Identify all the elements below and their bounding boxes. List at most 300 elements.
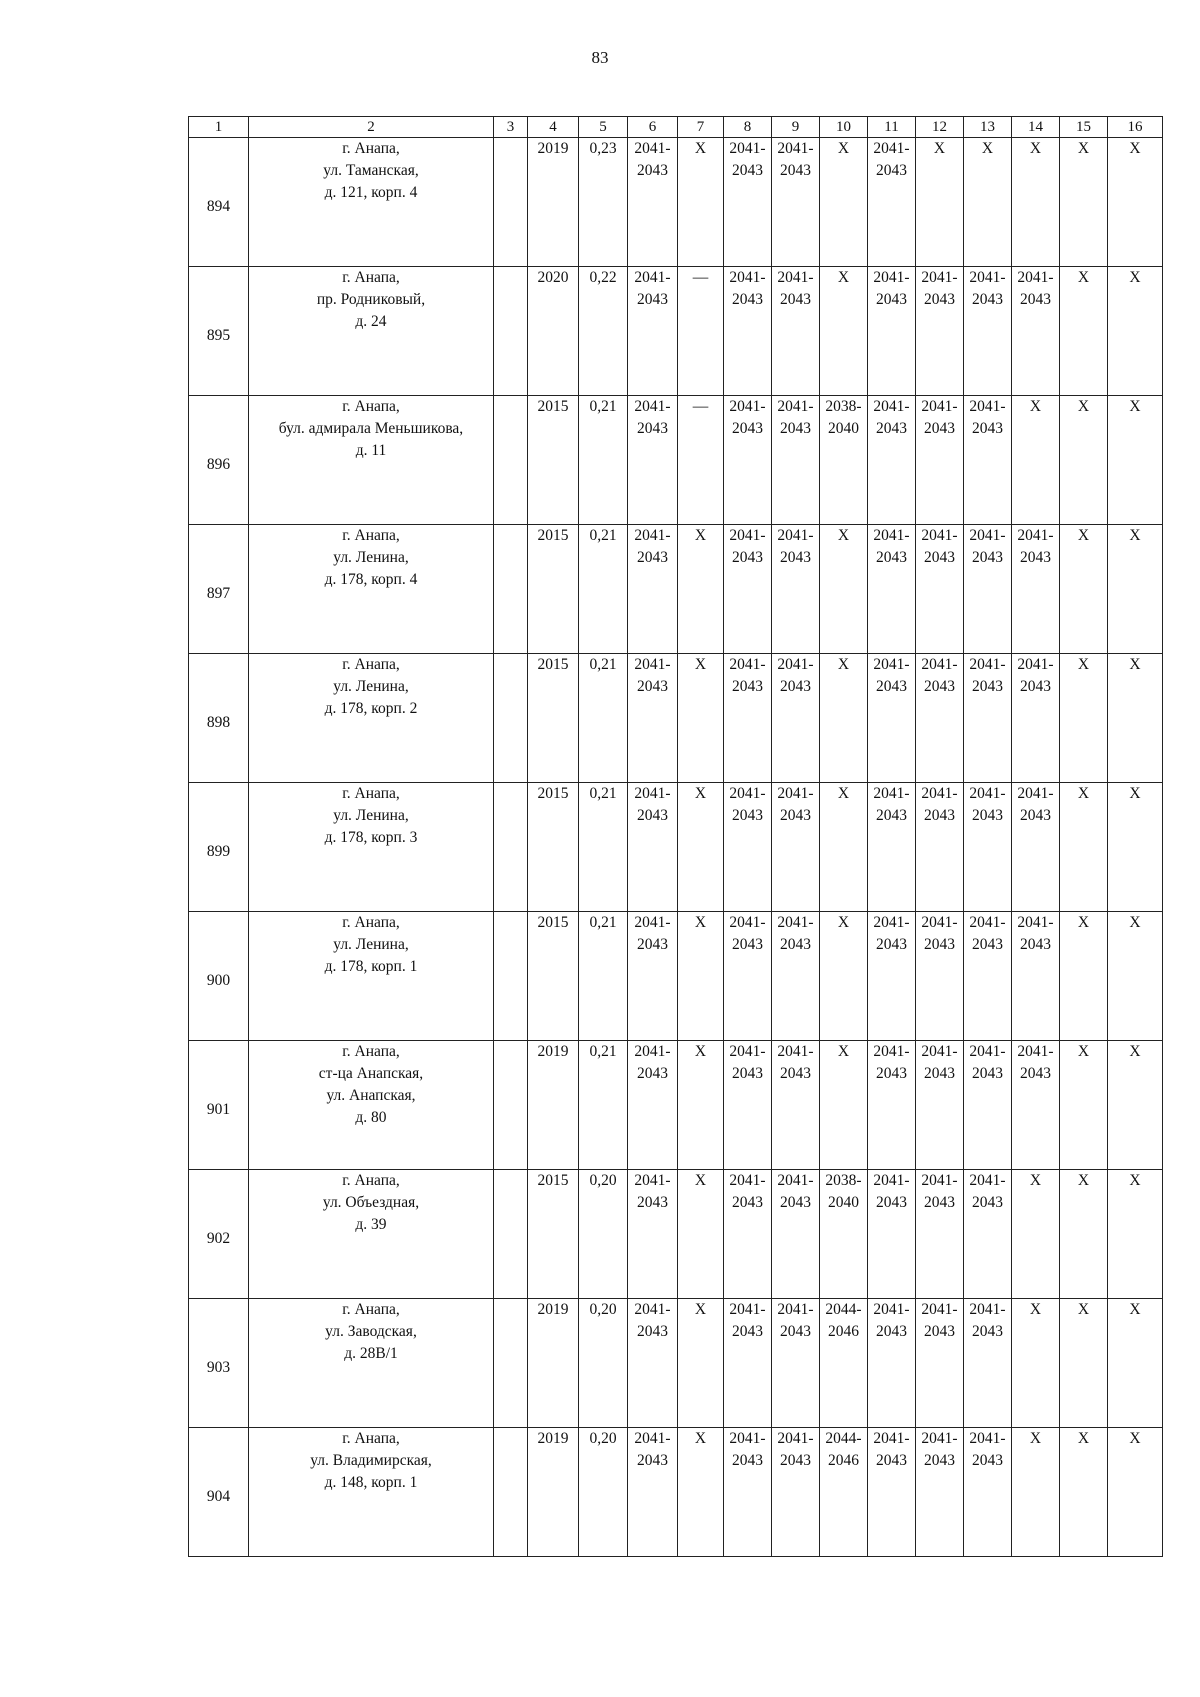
cell-col-14 <box>1012 267 1060 396</box>
cell-value: 0,21 <box>589 785 617 802</box>
cell-value: Х <box>694 1172 707 1189</box>
cell-value: 2019 <box>537 1043 569 1060</box>
cell-col-14 <box>1012 1428 1060 1557</box>
cell-col-13 <box>964 1041 1012 1170</box>
cell-value: Х <box>1029 398 1042 415</box>
address-line: ул. Ленина, <box>333 678 409 695</box>
cell-value: 2015 <box>537 785 569 802</box>
cell-value: Х <box>837 914 850 931</box>
cell-value: 2043 <box>780 1452 811 1469</box>
cell-col-7 <box>678 1170 724 1299</box>
address-cell <box>249 1428 494 1557</box>
table-body <box>189 138 1163 1557</box>
cell-col-16 <box>1108 1170 1163 1299</box>
address-cell <box>249 138 494 267</box>
cell-value: Х <box>1129 1301 1141 1318</box>
cell-value: 2043 <box>924 1323 955 1340</box>
cell-value: 2041- <box>634 398 671 415</box>
cell-col-7 <box>678 1041 724 1170</box>
cell-col-13 <box>964 1170 1012 1299</box>
cell-value: 2041- <box>777 1172 814 1189</box>
cell-col-9 <box>772 138 820 267</box>
cell-col-16 <box>1108 912 1163 1041</box>
cell-col-11 <box>868 1428 916 1557</box>
cell-col-3 <box>494 1428 528 1557</box>
cell-value: 2020 <box>537 269 569 286</box>
address-cell <box>249 912 494 1041</box>
cell-col-15 <box>1060 1299 1108 1428</box>
cell-col-9 <box>772 396 820 525</box>
row-number-value: 894 <box>206 198 231 215</box>
cell-value: 2041- <box>729 1172 766 1189</box>
cell-value: 2041- <box>969 1430 1006 1447</box>
cell-value: — <box>692 269 709 286</box>
cell-value: Х <box>1129 527 1141 544</box>
table-row <box>189 654 1163 783</box>
row-number <box>189 1170 249 1299</box>
cell-value: Х <box>1129 398 1141 415</box>
cell-value: 2043 <box>732 1323 763 1340</box>
cell-col-4 <box>528 783 579 912</box>
address-line: г. Анапа, <box>342 656 400 673</box>
address-line: д. 178, корп. 4 <box>324 571 418 588</box>
cell-value: Х <box>694 140 707 157</box>
cell-value: 2041- <box>634 527 671 544</box>
cell-value: 2043 <box>972 1065 1003 1082</box>
cell-value: 2043 <box>972 1452 1003 1469</box>
cell-col-10 <box>820 138 868 267</box>
cell-value: 2044- <box>825 1301 862 1318</box>
cell-value: 2043 <box>972 678 1003 695</box>
cell-value: 2043 <box>732 162 763 179</box>
cell-value: 2041- <box>729 785 766 802</box>
cell-value: 2015 <box>537 656 569 673</box>
cell-value: 2041- <box>873 1043 910 1060</box>
cell-col-10 <box>820 1299 868 1428</box>
cell-value: 2043 <box>876 678 907 695</box>
cell-value: 2038- <box>825 1172 862 1189</box>
cell-col-13 <box>964 1428 1012 1557</box>
cell-value: 2041- <box>921 269 958 286</box>
cell-col-9 <box>772 1299 820 1428</box>
cell-value: Х <box>694 1301 707 1318</box>
cell-col-6 <box>628 912 678 1041</box>
row-number-value: 899 <box>206 843 231 860</box>
cell-col-5 <box>579 396 628 525</box>
cell-value: 2041- <box>921 1172 958 1189</box>
cell-value: 2041- <box>634 1172 671 1189</box>
row-number <box>189 525 249 654</box>
cell-col-11 <box>868 138 916 267</box>
cell-value: 2043 <box>732 1065 763 1082</box>
row-number <box>189 1428 249 1557</box>
cell-col-14 <box>1012 138 1060 267</box>
cell-col-7 <box>678 654 724 783</box>
cell-value: Х <box>837 269 850 286</box>
cell-value: 2043 <box>972 549 1003 566</box>
cell-value: 2041- <box>634 914 671 931</box>
column-header-2: 2 <box>249 117 494 138</box>
cell-value: 2043 <box>732 807 763 824</box>
cell-col-6 <box>628 654 678 783</box>
cell-value: 2041- <box>969 1043 1006 1060</box>
cell-col-14 <box>1012 396 1060 525</box>
cell-col-6 <box>628 1299 678 1428</box>
cell-value: 2043 <box>637 678 668 695</box>
row-number-value: 900 <box>206 972 231 989</box>
cell-value: 2043 <box>924 807 955 824</box>
address-line: ст-ца Анапская, <box>318 1065 424 1082</box>
cell-value: Х <box>1129 914 1141 931</box>
cell-col-4 <box>528 525 579 654</box>
cell-col-13 <box>964 783 1012 912</box>
cell-col-5 <box>579 654 628 783</box>
address-line: д. 80 <box>355 1109 387 1126</box>
cell-col-10 <box>820 1170 868 1299</box>
table-row <box>189 396 1163 525</box>
cell-value: 2043 <box>637 162 668 179</box>
cell-col-12 <box>916 1299 964 1428</box>
cell-col-8 <box>724 396 772 525</box>
cell-col-5 <box>579 267 628 396</box>
address-line: г. Анапа, <box>342 398 400 415</box>
cell-col-11 <box>868 1041 916 1170</box>
address-line: г. Анапа, <box>342 1430 400 1447</box>
cell-value: 2043 <box>637 1065 668 1082</box>
cell-col-4 <box>528 1299 579 1428</box>
cell-col-9 <box>772 912 820 1041</box>
column-header-10: 10 <box>820 117 868 138</box>
address-line: ул. Ленина, <box>333 936 409 953</box>
cell-col-6 <box>628 525 678 654</box>
cell-value: Х <box>1077 785 1090 802</box>
cell-value: 2043 <box>637 1194 668 1211</box>
cell-col-3 <box>494 396 528 525</box>
cell-value: 2043 <box>780 549 811 566</box>
cell-value: 2041- <box>634 269 671 286</box>
cell-value: 2040 <box>828 420 859 437</box>
cell-col-11 <box>868 267 916 396</box>
cell-value: Х <box>1077 1301 1090 1318</box>
table-row <box>189 525 1163 654</box>
address-line: д. 148, корп. 1 <box>324 1474 418 1491</box>
cell-value: 0,21 <box>589 527 617 544</box>
cell-value: 2043 <box>924 1452 955 1469</box>
cell-value: Х <box>1029 140 1042 157</box>
cell-value: 2041- <box>921 914 958 931</box>
cell-value: Х <box>694 914 707 931</box>
address-cell <box>249 1299 494 1428</box>
cell-col-16 <box>1108 267 1163 396</box>
cell-col-3 <box>494 1299 528 1428</box>
cell-col-9 <box>772 654 820 783</box>
cell-value: 2041- <box>921 785 958 802</box>
cell-value: Х <box>1129 140 1141 157</box>
cell-col-3 <box>494 912 528 1041</box>
cell-value: 2043 <box>637 549 668 566</box>
cell-value: 2041- <box>1017 785 1054 802</box>
cell-value: 2043 <box>1020 291 1051 308</box>
address-line: ул. Таманская, <box>323 162 419 179</box>
cell-col-3 <box>494 525 528 654</box>
table-row <box>189 912 1163 1041</box>
cell-value: 2043 <box>732 291 763 308</box>
cell-col-9 <box>772 783 820 912</box>
cell-col-11 <box>868 783 916 912</box>
address-cell <box>249 1170 494 1299</box>
cell-value: 2041- <box>729 269 766 286</box>
cell-value: 2043 <box>972 291 1003 308</box>
cell-value: 2043 <box>780 1194 811 1211</box>
cell-value: 2041- <box>969 785 1006 802</box>
cell-col-9 <box>772 525 820 654</box>
cell-value: Х <box>1077 269 1090 286</box>
cell-value: Х <box>933 140 946 157</box>
cell-value: 2043 <box>637 291 668 308</box>
address-line: д. 121, корп. 4 <box>324 184 418 201</box>
cell-col-15 <box>1060 267 1108 396</box>
cell-col-10 <box>820 1041 868 1170</box>
cell-value: 2043 <box>924 1194 955 1211</box>
address-line: г. Анапа, <box>342 140 400 157</box>
cell-value: 2040 <box>828 1194 859 1211</box>
row-number <box>189 783 249 912</box>
cell-col-16 <box>1108 783 1163 912</box>
cell-col-9 <box>772 1041 820 1170</box>
row-number-value: 898 <box>206 714 231 731</box>
cell-value: 2041- <box>777 1043 814 1060</box>
cell-col-13 <box>964 1299 1012 1428</box>
column-header-5: 5 <box>579 117 628 138</box>
cell-col-9 <box>772 1170 820 1299</box>
cell-col-4 <box>528 396 579 525</box>
cell-value: 2043 <box>876 1194 907 1211</box>
cell-col-12 <box>916 654 964 783</box>
cell-value: 2043 <box>876 291 907 308</box>
row-number-value: 896 <box>206 456 231 473</box>
cell-value: 2043 <box>924 549 955 566</box>
cell-value: 2043 <box>780 1323 811 1340</box>
cell-value: Х <box>1077 140 1090 157</box>
cell-value: 2041- <box>1017 914 1054 931</box>
cell-col-8 <box>724 1428 772 1557</box>
cell-value: 2043 <box>780 936 811 953</box>
cell-col-15 <box>1060 654 1108 783</box>
cell-col-7 <box>678 1299 724 1428</box>
cell-value: 2043 <box>637 1452 668 1469</box>
cell-value: 2041- <box>969 398 1006 415</box>
cell-value: 2046 <box>828 1323 859 1340</box>
header-row <box>189 117 1163 138</box>
cell-col-12 <box>916 396 964 525</box>
cell-value: 2041- <box>1017 1043 1054 1060</box>
cell-col-5 <box>579 1041 628 1170</box>
cell-value: 2041- <box>634 1043 671 1060</box>
cell-value: 2041- <box>873 140 910 157</box>
cell-value: 2041- <box>777 656 814 673</box>
cell-value: Х <box>1129 1430 1141 1447</box>
cell-col-10 <box>820 396 868 525</box>
cell-value: 2043 <box>924 1065 955 1082</box>
row-number <box>189 267 249 396</box>
cell-value: 2041- <box>729 1301 766 1318</box>
cell-value: 2043 <box>780 291 811 308</box>
cell-col-5 <box>579 1299 628 1428</box>
cell-value: Х <box>694 656 707 673</box>
cell-col-10 <box>820 783 868 912</box>
cell-value: 2041- <box>777 785 814 802</box>
cell-value: 2015 <box>537 398 569 415</box>
cell-value: 2046 <box>828 1452 859 1469</box>
table-row <box>189 1428 1163 1557</box>
row-number <box>189 396 249 525</box>
row-number <box>189 1299 249 1428</box>
cell-value: 2041- <box>634 140 671 157</box>
address-line: г. Анапа, <box>342 527 400 544</box>
cell-col-6 <box>628 1428 678 1557</box>
cell-col-16 <box>1108 138 1163 267</box>
address-line: г. Анапа, <box>342 1043 400 1060</box>
cell-col-14 <box>1012 1299 1060 1428</box>
row-number <box>189 654 249 783</box>
cell-value: 2043 <box>1020 807 1051 824</box>
cell-value: 2041- <box>777 1301 814 1318</box>
cell-value: Х <box>837 1043 850 1060</box>
cell-value: 2043 <box>876 1323 907 1340</box>
cell-value: Х <box>1077 656 1090 673</box>
cell-value: 2041- <box>729 140 766 157</box>
cell-value: Х <box>1077 398 1090 415</box>
cell-col-16 <box>1108 654 1163 783</box>
table-row <box>189 783 1163 912</box>
cell-value: 2043 <box>972 420 1003 437</box>
cell-value: 2043 <box>924 936 955 953</box>
cell-col-7 <box>678 525 724 654</box>
cell-value: 2043 <box>732 1194 763 1211</box>
cell-col-16 <box>1108 1041 1163 1170</box>
cell-value: 2043 <box>924 291 955 308</box>
row-number-value: 895 <box>206 327 231 344</box>
cell-col-12 <box>916 783 964 912</box>
cell-col-14 <box>1012 654 1060 783</box>
cell-col-14 <box>1012 1041 1060 1170</box>
cell-col-4 <box>528 1041 579 1170</box>
cell-col-8 <box>724 654 772 783</box>
cell-value: Х <box>694 1430 707 1447</box>
cell-value: 2043 <box>876 549 907 566</box>
cell-col-11 <box>868 654 916 783</box>
cell-value: Х <box>837 140 850 157</box>
cell-value: 2041- <box>873 398 910 415</box>
cell-col-3 <box>494 1170 528 1299</box>
cell-col-6 <box>628 1041 678 1170</box>
cell-col-16 <box>1108 525 1163 654</box>
cell-value: 2041- <box>873 1172 910 1189</box>
cell-col-16 <box>1108 396 1163 525</box>
cell-value: 2043 <box>924 420 955 437</box>
cell-value: Х <box>1129 785 1141 802</box>
registry-table <box>188 116 1163 1557</box>
cell-value: Х <box>1077 527 1090 544</box>
column-header-7: 7 <box>678 117 724 138</box>
page-number: 83 <box>591 48 609 67</box>
table-row <box>189 1170 1163 1299</box>
cell-col-11 <box>868 396 916 525</box>
cell-col-11 <box>868 525 916 654</box>
cell-col-16 <box>1108 1299 1163 1428</box>
address-line: ул. Объездная, <box>322 1194 420 1211</box>
cell-value: 2041- <box>729 656 766 673</box>
cell-value: 2043 <box>924 678 955 695</box>
cell-value: 2041- <box>969 1172 1006 1189</box>
cell-value: 2041- <box>921 656 958 673</box>
cell-col-7 <box>678 138 724 267</box>
address-cell <box>249 1041 494 1170</box>
cell-col-10 <box>820 267 868 396</box>
address-line: д. 39 <box>355 1216 387 1233</box>
cell-col-6 <box>628 138 678 267</box>
cell-col-4 <box>528 912 579 1041</box>
address-cell <box>249 783 494 912</box>
row-number <box>189 1041 249 1170</box>
cell-value: 2041- <box>729 1043 766 1060</box>
address-cell <box>249 396 494 525</box>
address-line: бул. адмирала Меньшикова, <box>278 420 464 437</box>
cell-value: 2041- <box>921 1043 958 1060</box>
cell-value: 2043 <box>780 1065 811 1082</box>
cell-col-7 <box>678 912 724 1041</box>
cell-value: 2041- <box>729 527 766 544</box>
cell-value: 0,20 <box>589 1172 617 1189</box>
cell-value: Х <box>1077 914 1090 931</box>
column-header-3: 3 <box>494 117 528 138</box>
cell-value: 2041- <box>729 914 766 931</box>
cell-value: 0,22 <box>589 269 617 286</box>
cell-value: 2043 <box>876 807 907 824</box>
cell-col-14 <box>1012 525 1060 654</box>
cell-value: 2041- <box>873 785 910 802</box>
cell-col-6 <box>628 1170 678 1299</box>
cell-value: 2043 <box>876 420 907 437</box>
column-header-8: 8 <box>724 117 772 138</box>
cell-col-8 <box>724 1041 772 1170</box>
address-line: г. Анапа, <box>342 914 400 931</box>
cell-value: 2041- <box>777 1430 814 1447</box>
cell-col-3 <box>494 138 528 267</box>
cell-value: 2041- <box>729 1430 766 1447</box>
cell-col-8 <box>724 138 772 267</box>
column-header-14: 14 <box>1012 117 1060 138</box>
cell-value: 0,21 <box>589 398 617 415</box>
address-cell <box>249 525 494 654</box>
cell-col-13 <box>964 267 1012 396</box>
cell-col-6 <box>628 267 678 396</box>
table-row <box>189 1041 1163 1170</box>
cell-value: 0,21 <box>589 914 617 931</box>
address-line: г. Анапа, <box>342 269 400 286</box>
cell-col-15 <box>1060 783 1108 912</box>
cell-col-3 <box>494 654 528 783</box>
column-header-1: 1 <box>189 117 249 138</box>
column-header-16: 16 <box>1108 117 1163 138</box>
cell-col-15 <box>1060 396 1108 525</box>
cell-value: 2043 <box>876 162 907 179</box>
cell-value: 2041- <box>1017 656 1054 673</box>
cell-col-13 <box>964 525 1012 654</box>
cell-col-5 <box>579 138 628 267</box>
row-number-value: 902 <box>206 1230 231 1247</box>
cell-col-3 <box>494 1041 528 1170</box>
